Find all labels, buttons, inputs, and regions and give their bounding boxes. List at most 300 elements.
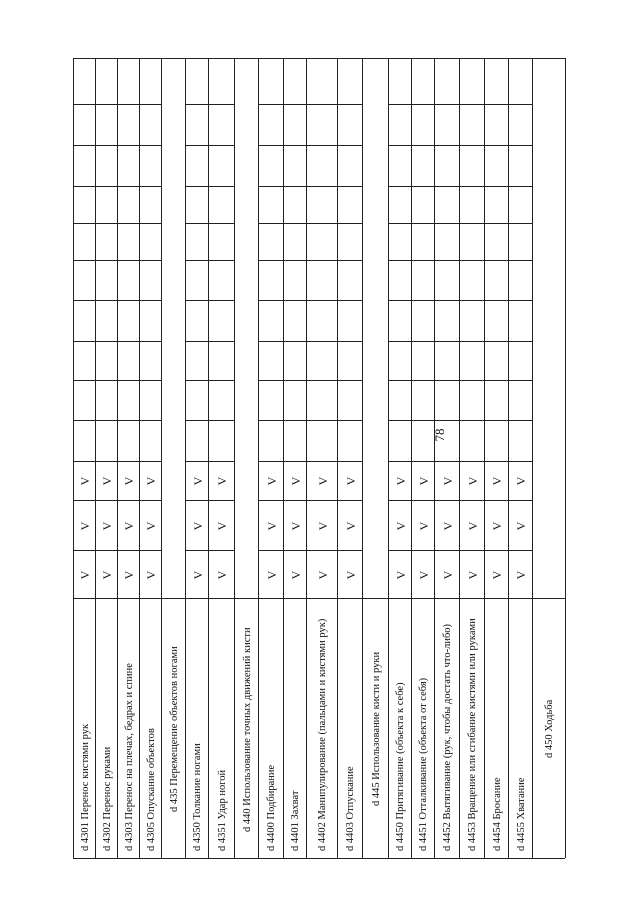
mark-cell [209,550,235,598]
empty-cell [460,420,485,461]
empty-cell [74,186,96,223]
empty-cell [284,380,307,420]
empty-cell [118,300,140,341]
empty-cell [118,380,140,420]
empty-cell [96,300,118,341]
check-mark: V [343,570,358,579]
empty-cell [485,260,509,300]
empty-cell [460,300,485,341]
empty-cell [460,260,485,300]
label-cell [460,598,485,858]
mark-cell [460,461,485,500]
empty-cell [460,380,485,420]
empty-cell [96,145,118,186]
check-mark: V [215,521,229,530]
label-cell [509,598,533,858]
empty-cell [96,223,118,260]
empty-cell [412,58,435,104]
empty-cell [209,186,235,223]
table-row [434,58,459,858]
empty-cell [140,380,162,420]
empty-cell [74,380,96,420]
section-heading: d 450 Ходьба [544,699,555,758]
empty-cell [140,223,162,260]
empty-cell [338,380,363,420]
empty-cell [389,145,412,186]
empty-cell [259,145,284,186]
empty-cell [74,58,96,104]
mark-cell [389,550,412,598]
empty-cell [74,300,96,341]
table-border-bottom [73,858,565,859]
mark-cell [74,461,96,500]
empty-cell [389,223,412,260]
check-mark: V [264,521,279,530]
empty-cell [460,58,485,104]
empty-cell [209,104,235,145]
table-row [484,58,508,858]
check-mark: V [440,570,455,579]
empty-cell [284,341,307,380]
check-mark: V [190,476,205,486]
check-mark: V [215,570,229,579]
empty-cell [284,420,307,461]
empty-cell [118,186,140,223]
label-cell [338,598,363,858]
empty-cell [338,223,363,260]
table-row [306,58,337,858]
empty-cell [435,104,460,145]
table-row [411,58,434,858]
empty-cell [389,300,412,341]
check-mark: V [264,476,279,486]
check-mark: V [264,570,279,579]
item-label: d 4452 Вытягивание (рук, чтобы достать что-либо) [442,623,453,851]
check-mark: V [215,476,229,486]
mark-cell [186,550,209,598]
table-row [258,58,283,858]
check-mark: V [122,521,136,530]
empty-cell [307,145,338,186]
empty-cell [338,186,363,223]
table-row [185,58,208,858]
empty-cell [435,145,460,186]
section-heading: d 435 Перемещение объектов ногами [168,646,180,812]
empty-cell [435,58,460,104]
empty-cell [140,260,162,300]
empty-cell [509,58,533,104]
table-row [117,58,139,858]
check-mark: V [144,570,158,579]
empty-cell [509,420,533,461]
table-border-top [73,58,565,59]
check-mark: V [393,521,408,530]
mark-cell [338,500,363,550]
item-label: d 4301 Перенос кистями рук [79,723,91,851]
item-label: d 4455 Хватание [515,777,527,851]
check-mark: V [100,570,114,579]
check-mark: V [190,570,205,579]
check-mark: V [100,521,114,530]
section-row [234,58,258,858]
check-mark: V [490,570,504,579]
label-cell [235,598,259,858]
mark-cell [389,500,412,550]
empty-cell [509,145,533,186]
table-border-right [565,58,566,858]
empty-cell [412,380,435,420]
section-heading: d 445 Использование кисти и руки [370,651,382,806]
empty-cell [96,260,118,300]
check-mark: V [288,476,303,486]
mark-cell [435,550,460,598]
check-mark: V [465,521,480,530]
empty-cell [485,104,509,145]
empty-cell [338,145,363,186]
empty-cell [118,223,140,260]
empty-cell [209,300,235,341]
empty-cell [284,300,307,341]
empty-cell [338,260,363,300]
empty-cell [485,420,509,461]
check-mark: V [490,476,504,486]
mark-cell [338,461,363,500]
empty-cell [338,104,363,145]
empty-cell [338,58,363,104]
empty-cell [209,380,235,420]
mark-cell [509,461,533,500]
empty-cell [186,380,209,420]
item-label: d 4350 Толкание ногами [192,743,203,851]
empty-cell [284,104,307,145]
item-label: d 4305 Опускание объектов [145,728,157,851]
item-label: d 4403 Отпускание [345,766,356,851]
empty-cell [460,341,485,380]
empty-cell [389,260,412,300]
label-cell [412,598,435,858]
empty-cell [140,341,162,380]
section-row [532,58,565,858]
label-cell [389,598,412,858]
empty-cell [74,104,96,145]
empty-cell [186,420,209,461]
empty-cell [389,186,412,223]
item-label: d 4303 Перенос на плечах, бедрах и спине [123,663,135,851]
empty-cell [338,420,363,461]
table-row [508,58,532,858]
mark-cell [140,461,162,500]
item-label: d 4351 Удар ногой [216,769,228,851]
empty-cell [186,260,209,300]
check-mark: V [315,570,330,579]
mark-cell [259,550,284,598]
empty-cell [307,341,338,380]
check-mark: V [514,476,528,486]
empty-cell [389,104,412,145]
mark-cell [96,500,118,550]
check-mark: V [78,521,92,530]
empty-cell [209,223,235,260]
label-cell [485,598,509,858]
mark-cell [460,550,485,598]
empty-cell [96,380,118,420]
check-mark: V [440,476,455,486]
empty-cell [509,380,533,420]
table-row [95,58,117,858]
empty-cell [259,300,284,341]
empty-cell [118,145,140,186]
mark-cell [509,550,533,598]
table-row [208,58,234,858]
item-label: d 4451 Отталкивание (объекта от себя) [418,677,429,851]
item-label: d 4302 Перенос руками [101,746,113,851]
check-mark: V [144,476,158,486]
empty-cell [509,186,533,223]
empty-cell [96,58,118,104]
empty-cell [435,341,460,380]
empty-cell [435,300,460,341]
mark-cell [284,500,307,550]
mark-cell [140,550,162,598]
check-mark: V [343,476,358,486]
section-row [362,58,388,858]
empty-cell [140,104,162,145]
check-mark: V [190,521,205,530]
label-cell [307,598,338,858]
check-mark: V [393,570,408,579]
empty-cell [186,341,209,380]
empty-cell [509,104,533,145]
mark-cell [435,500,460,550]
table-row [459,58,484,858]
empty-cell [259,186,284,223]
empty-cell [412,104,435,145]
empty-cell [460,145,485,186]
mark-cell [284,461,307,500]
label-cell [118,598,140,858]
empty-cell [74,145,96,186]
check-mark: V [315,521,330,530]
empty-cell [509,260,533,300]
empty-cell [74,260,96,300]
empty-cell [389,58,412,104]
check-mark: V [465,476,480,486]
empty-cell [186,104,209,145]
empty-cell [209,420,235,461]
empty-cell [435,380,460,420]
empty-cell [485,223,509,260]
mark-cell [412,550,435,598]
empty-cell [259,420,284,461]
check-mark: V [288,570,303,579]
empty-cell [284,260,307,300]
empty-cell [485,58,509,104]
table-row [73,58,95,858]
empty-cell [307,186,338,223]
empty-cell [209,341,235,380]
empty-cell [338,341,363,380]
empty-cell [307,420,338,461]
empty-cell [74,420,96,461]
empty-cell [118,420,140,461]
check-mark: V [315,476,330,486]
section-heading: d 440 Использование точных движений кисти [241,626,253,832]
empty-cell [435,223,460,260]
mark-cell [74,550,96,598]
check-mark: V [78,570,92,579]
empty-cell [284,223,307,260]
mark-cell [96,461,118,500]
empty-cell [435,420,460,461]
check-mark: V [393,476,408,486]
mark-cell [186,461,209,500]
mark-cell [259,500,284,550]
empty-cell [74,341,96,380]
empty-cell [259,104,284,145]
mark-cell [412,461,435,500]
empty-cell [140,420,162,461]
empty-cell [118,104,140,145]
empty-cell [307,104,338,145]
mark-cell [209,461,235,500]
mark-cell [284,550,307,598]
empty-cell [140,145,162,186]
empty-cell [412,420,435,461]
item-label: d 4454 Бросание [491,777,503,851]
empty-cell [186,186,209,223]
empty-cell [140,186,162,223]
empty-cell [485,341,509,380]
mark-cell [307,500,338,550]
empty-cell [186,58,209,104]
mark-cell [259,461,284,500]
empty-cell [435,186,460,223]
mark-cell [118,461,140,500]
empty-cell [259,260,284,300]
empty-cell [140,58,162,104]
check-mark: V [78,476,92,486]
empty-cell [435,260,460,300]
empty-cell [74,223,96,260]
empty-cell [412,341,435,380]
mark-cell [96,550,118,598]
check-mark: V [122,476,136,486]
item-label: d 4400 Подбирание [266,764,277,851]
page-number: 78 [432,428,447,442]
mark-cell [140,500,162,550]
check-mark: V [100,476,114,486]
label-cell [363,598,389,858]
empty-cell [412,300,435,341]
empty-cell [509,300,533,341]
check-mark: V [343,521,358,530]
empty-cell [412,186,435,223]
check-mark: V [514,521,528,530]
empty-cell [284,186,307,223]
empty-cell [209,58,235,104]
mark-cell [509,500,533,550]
table-row [388,58,411,858]
item-label: d 4401 Захват [290,790,301,851]
empty-cell [259,223,284,260]
label-cell [74,598,96,858]
label-cell [533,598,566,858]
empty-cell [284,58,307,104]
empty-cell [389,380,412,420]
empty-cell [389,420,412,461]
empty-cell [186,145,209,186]
mark-cell [118,500,140,550]
label-cell [284,598,307,858]
check-mark: V [416,476,431,486]
mark-cell [209,500,235,550]
empty-cell [118,58,140,104]
mark-cell [338,550,363,598]
item-label: d 4453 Вращение или сгибание кистями или руками [467,618,478,851]
empty-cell [509,341,533,380]
empty-cell [307,380,338,420]
empty-cell [460,104,485,145]
empty-cell [307,300,338,341]
check-mark: V [490,521,504,530]
empty-cell [186,300,209,341]
label-cell [140,598,162,858]
item-label: d 4450 Притягивание (объекта к себе) [395,682,406,851]
empty-cell [460,186,485,223]
mark-cell [307,550,338,598]
empty-cell [209,260,235,300]
check-mark: V [440,521,455,530]
check-mark: V [514,570,528,579]
empty-cell [140,300,162,341]
empty-cell [485,186,509,223]
empty-cell [307,223,338,260]
empty-cell [509,223,533,260]
mark-cell [307,461,338,500]
mark-cell [485,500,509,550]
table-row [139,58,161,858]
label-cell [435,598,460,858]
label-cell [186,598,209,858]
table-row [337,58,362,858]
mark-cell [389,461,412,500]
empty-cell [307,58,338,104]
empty-cell [389,341,412,380]
empty-cell [186,223,209,260]
mark-cell [460,500,485,550]
table-row [283,58,306,858]
empty-cell [412,145,435,186]
check-mark: V [144,521,158,530]
label-cell [96,598,118,858]
empty-cell [259,380,284,420]
item-label: d 4402 Манипулирование (пальцами и кистями рук) [317,618,328,851]
empty-cell [118,341,140,380]
empty-cell [96,104,118,145]
empty-cell [118,260,140,300]
empty-cell [485,380,509,420]
mark-cell [485,461,509,500]
empty-cell [209,145,235,186]
check-mark: V [416,521,431,530]
mark-cell [412,500,435,550]
check-mark: V [288,521,303,530]
empty-cell [412,223,435,260]
label-cell [209,598,235,858]
empty-cell [460,223,485,260]
empty-cell [96,420,118,461]
mark-cell [485,550,509,598]
